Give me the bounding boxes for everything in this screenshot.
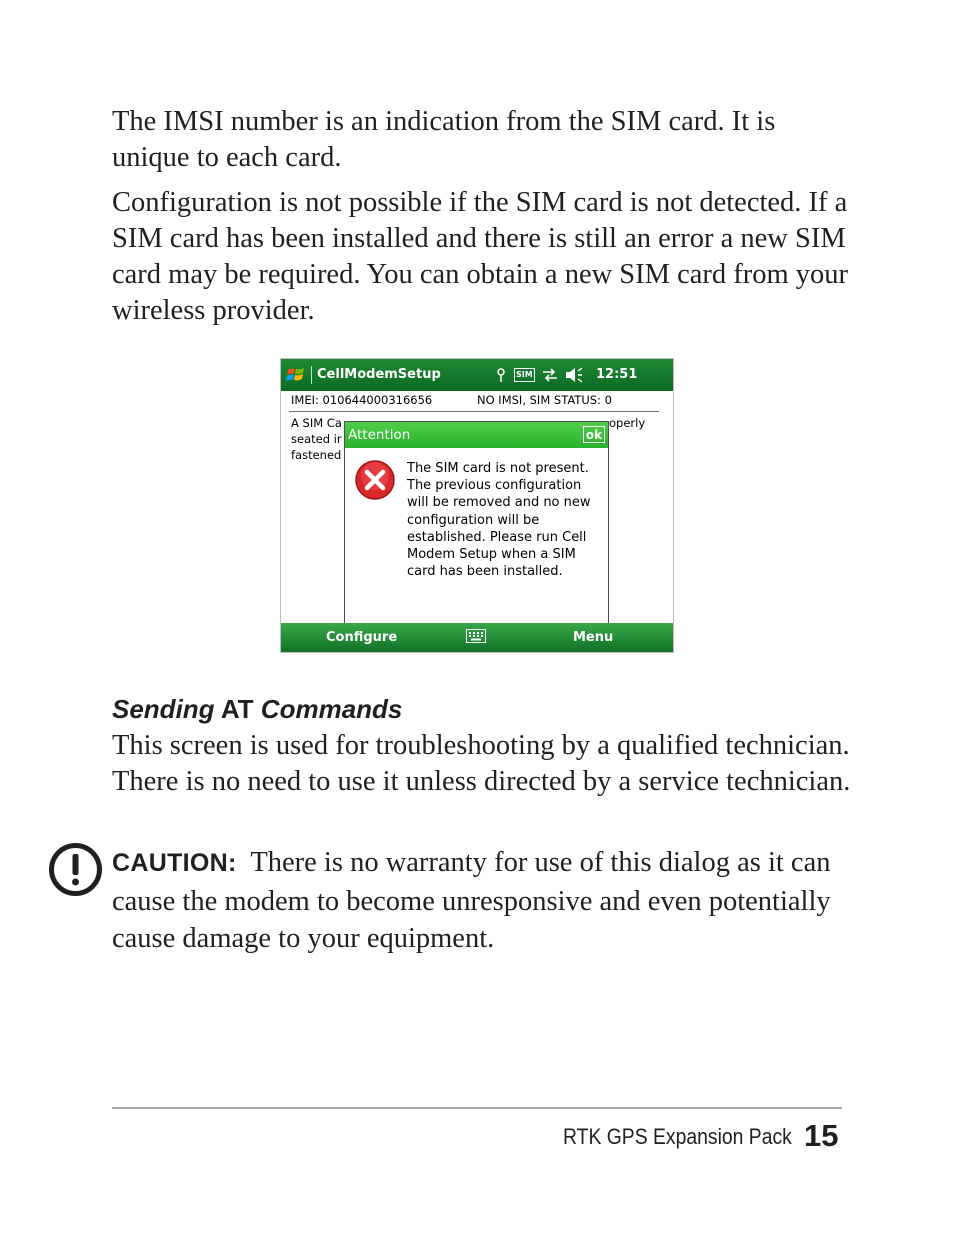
- background-line: fastened: [291, 448, 342, 462]
- background-message: [291, 415, 342, 463]
- imsi-status-label: NO IMSI, SIM STATUS: 0: [477, 393, 612, 407]
- app-title: CellModemSetup: [317, 367, 441, 382]
- background-line: A SIM Ca: [291, 416, 342, 430]
- menu-softkey[interactable]: Menu: [573, 630, 614, 645]
- error-icon: [354, 459, 396, 501]
- imei-label: IMEI: 010644000316656: [291, 393, 433, 407]
- dialog-title: Attention: [348, 427, 411, 443]
- info-divider: [289, 411, 659, 412]
- clock[interactable]: 12:51: [596, 367, 638, 382]
- section-body: This screen is used for troubleshooting by a qualified technician. There is no need to use it unless directed by a service technician.: [112, 730, 851, 797]
- attention-dialog: [344, 421, 609, 624]
- caution-text: There is no warranty for use of this dialog as it can cause the modem to become unresponsive and even potentially cause damage to your equipment.: [112, 847, 831, 954]
- title-separator: [311, 366, 312, 384]
- status-icons: [495, 365, 583, 385]
- speaker-icon[interactable]: [565, 367, 583, 383]
- sim-icon: SIM: [514, 368, 535, 382]
- footer-rule: [112, 1107, 842, 1109]
- keyboard-icon[interactable]: [466, 629, 486, 643]
- data-transfer-icon: [542, 368, 558, 382]
- heading-word: Commands: [260, 694, 403, 724]
- windows-start-icon[interactable]: [286, 365, 306, 385]
- device-screenshot: [280, 358, 674, 653]
- heading-word: Sending: [112, 694, 215, 724]
- dialog-header: [345, 422, 608, 448]
- background-line: seated ir: [291, 432, 342, 446]
- softkey-bar: [281, 623, 673, 653]
- page-number: 15: [804, 1118, 839, 1153]
- dialog-message: The SIM card is not present. The previous configuration will be removed and no new configuration will be established. Please run Cell Modem Setup when a SIM card has been installed.: [407, 461, 591, 580]
- caution-label: CAUTION:: [112, 849, 237, 877]
- section-heading: [112, 694, 402, 725]
- heading-word: AT: [220, 694, 254, 724]
- exclamation-circle-icon: [48, 842, 103, 897]
- footer-title: RTK GPS Expansion Pack: [563, 1124, 792, 1149]
- antenna-icon: [495, 367, 507, 383]
- intro-paragraph-configuration: Configuration is not possible if the SIM card is not detected. If a SIM card has been installed and there is still an error a new SIM card may be required. You can obtain a new SIM card from your wireless provider.: [112, 187, 849, 326]
- intro-paragraph-imsi: The IMSI number is an indication from the SIM card. It is unique to each card.: [112, 106, 776, 173]
- device-title-bar: [281, 359, 673, 391]
- dialog-ok-button[interactable]: ok: [583, 426, 605, 443]
- configure-softkey[interactable]: Configure: [326, 630, 398, 645]
- background-message-fragment: operly: [609, 416, 646, 430]
- caution-paragraph: [112, 844, 857, 958]
